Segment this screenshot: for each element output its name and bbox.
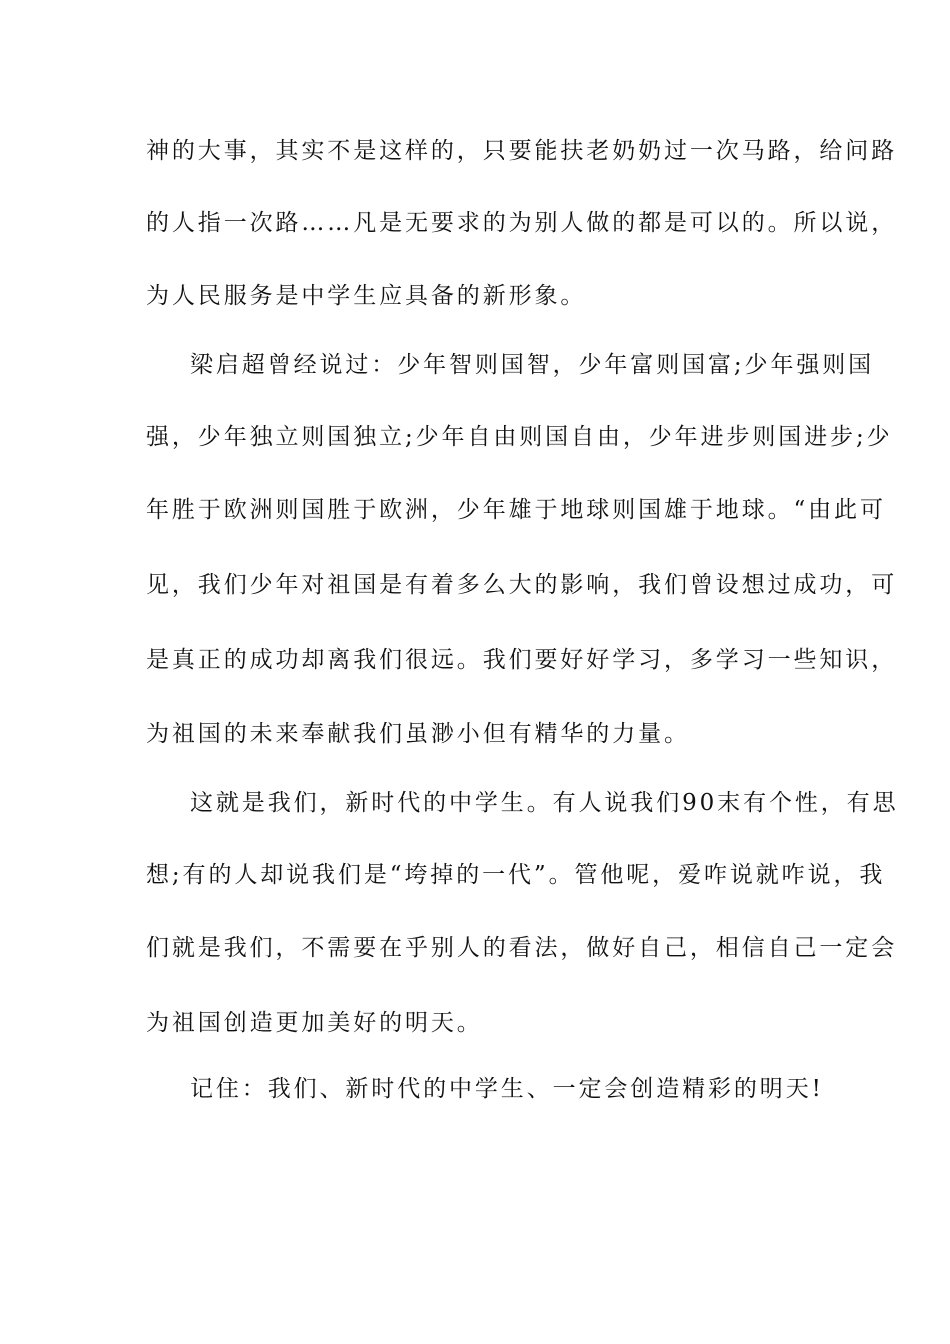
paragraph-3-line-3: 们就是我们，不需要在乎别人的看法，做好自己，相信自己一定会 [146,935,898,961]
paragraph-1-line-2: 的人指一次路……凡是无要求的为别人做的都是可以的。所以说， [146,210,898,236]
paragraph-2-line-5: 是真正的成功却离我们很远。我们要好好学习，多学习一些知识， [146,647,898,673]
paragraph-3-line-1: 这就是我们，新时代的中学生。有人说我们90末有个性，有思 [190,790,899,816]
paragraph-3-line-4: 为祖国创造更加美好的明天。 [146,1010,483,1036]
paragraph-4-line-1: 记住：我们、新时代的中学生、一定会创造精彩的明天! [190,1076,824,1102]
paragraph-3-line-2: 想;有的人却说我们是“垮掉的一代”。管他呢，爱咋说就咋说，我 [146,862,886,888]
paragraph-2-line-4: 见，我们少年对祖国是有着多么大的影响，我们曾设想过成功，可 [146,572,898,598]
paragraph-2-line-2: 强，少年独立则国独立;少年自由则国自由，少年进步则国进步;少 [146,424,893,450]
paragraph-2-line-6: 为祖国的未来奉献我们虽渺小但有精华的力量。 [146,721,690,747]
paragraph-2-line-1: 梁启超曾经说过：少年智则国智，少年富则国富;少年强则国 [190,352,875,378]
paragraph-1-line-1: 神的大事，其实不是这样的，只要能扶老奶奶过一次马路，给问路 [146,138,898,164]
paragraph-1-line-3: 为人民服务是中学生应具备的新形象。 [146,283,587,309]
paragraph-2-line-3: 年胜于欧洲则国胜于欧洲，少年雄于地球则国雄于地球。“由此可 [146,497,886,523]
